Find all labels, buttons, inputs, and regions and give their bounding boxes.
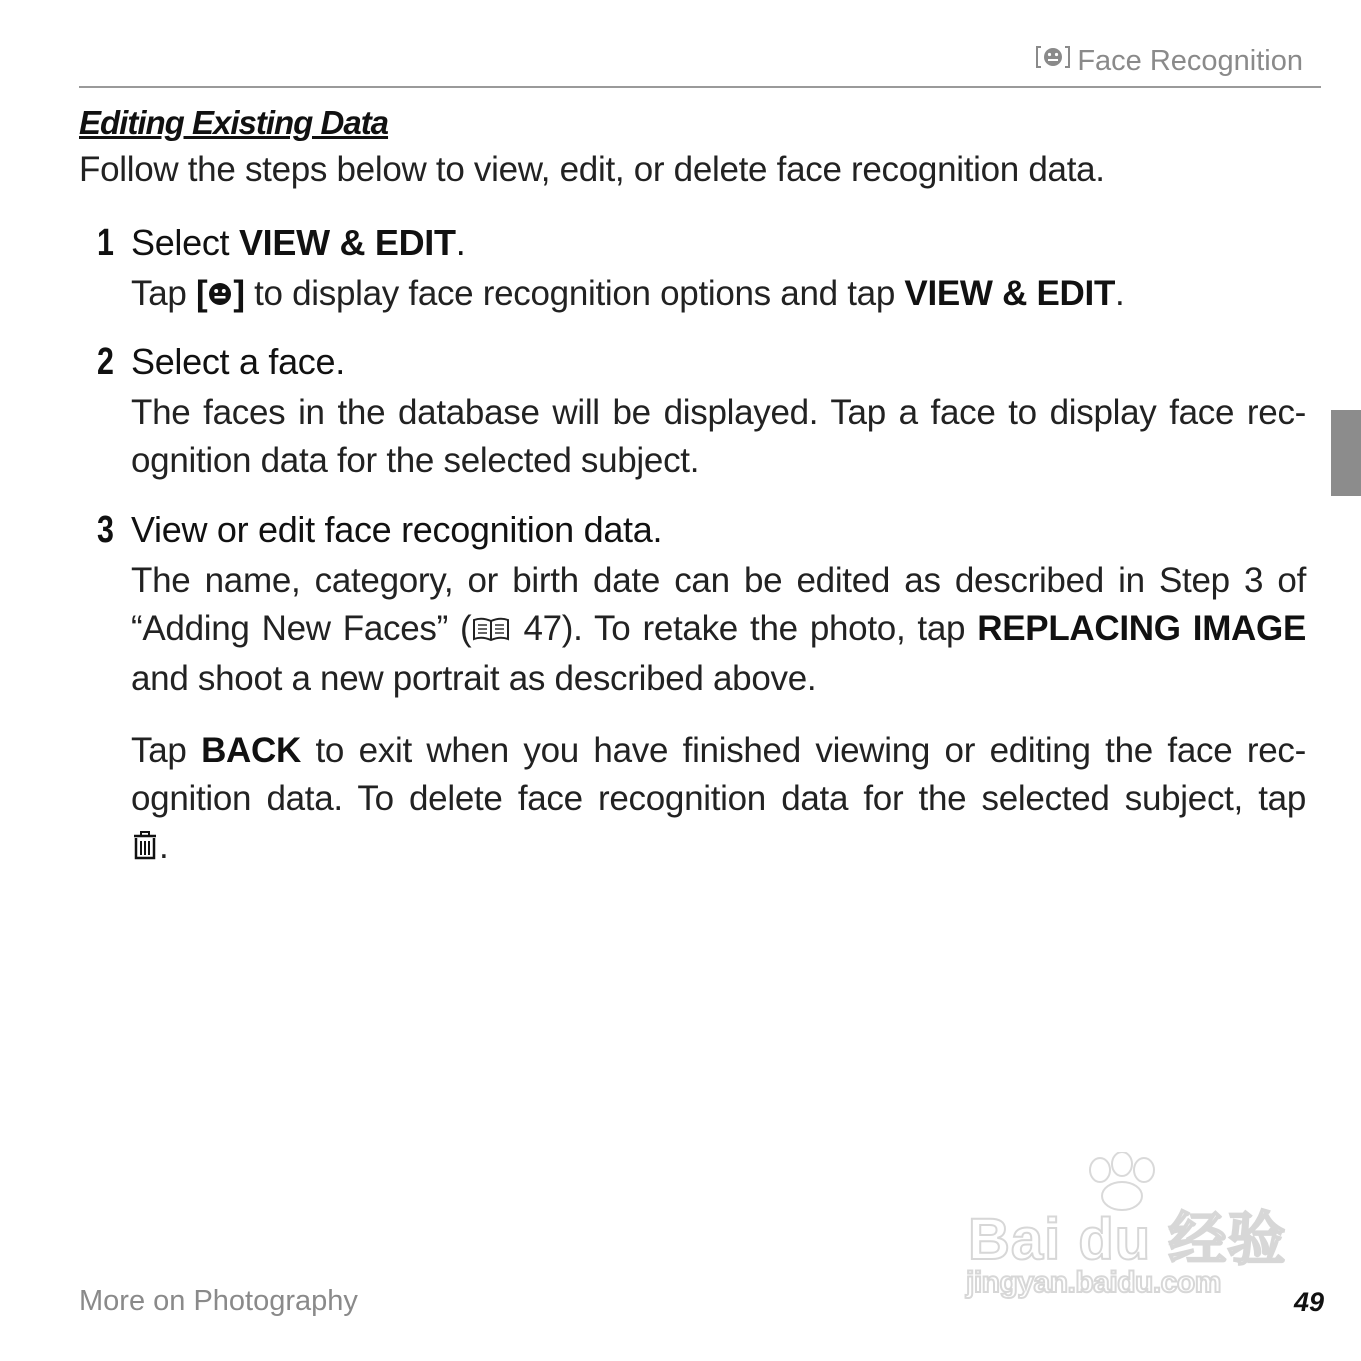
baidu-watermark [962, 1152, 1287, 1312]
step-title: Select a face. [131, 341, 345, 382]
step-title: Select VIEW & EDIT. [131, 222, 466, 263]
step-body: The name, category, or birth date can be edited as described in Step 3 of “Adding New Faces” ( 47). To retake the photo, tap REPLACING IMAGE and shoot a new portrait as described above. Tap BACK to exit when you have finished viewing or editing the face rec- ognition data. To delete face recognition data for the selected subject, tap . [131, 557, 1306, 873]
watermark-url: jingyan.baidu.com [966, 1266, 1221, 1299]
step-body: The faces in the database will be displayed. Tap a face to display face rec- ognition data for the selected subject. [131, 393, 1306, 480]
step-body: Tap [ ] to display face recognition options and tap VIEW & EDIT. [131, 270, 1306, 320]
step-number: 3 [97, 509, 114, 551]
intro-text: Follow the steps below to view, edit, or delete face recognition data. [79, 150, 1105, 189]
header-title-text: Face Recognition [1077, 44, 1303, 77]
face-recognition-icon [1035, 44, 1071, 78]
trash-icon [131, 825, 159, 873]
page-number: 49 [1294, 1287, 1325, 1317]
footer-section-name: More on Photography [79, 1285, 358, 1317]
step-title: View or edit face recognition data. [131, 509, 663, 550]
step-number: 2 [97, 341, 114, 383]
chapter-side-tab [1331, 410, 1361, 496]
watermark-brand: Bai du 经验 [968, 1207, 1287, 1272]
face-icon [207, 272, 233, 320]
step-number: 1 [97, 222, 114, 264]
section-heading: Editing Existing Data [79, 104, 389, 141]
book-reference-icon [471, 607, 511, 655]
header-title [1035, 44, 1303, 78]
page-header [79, 40, 1321, 88]
